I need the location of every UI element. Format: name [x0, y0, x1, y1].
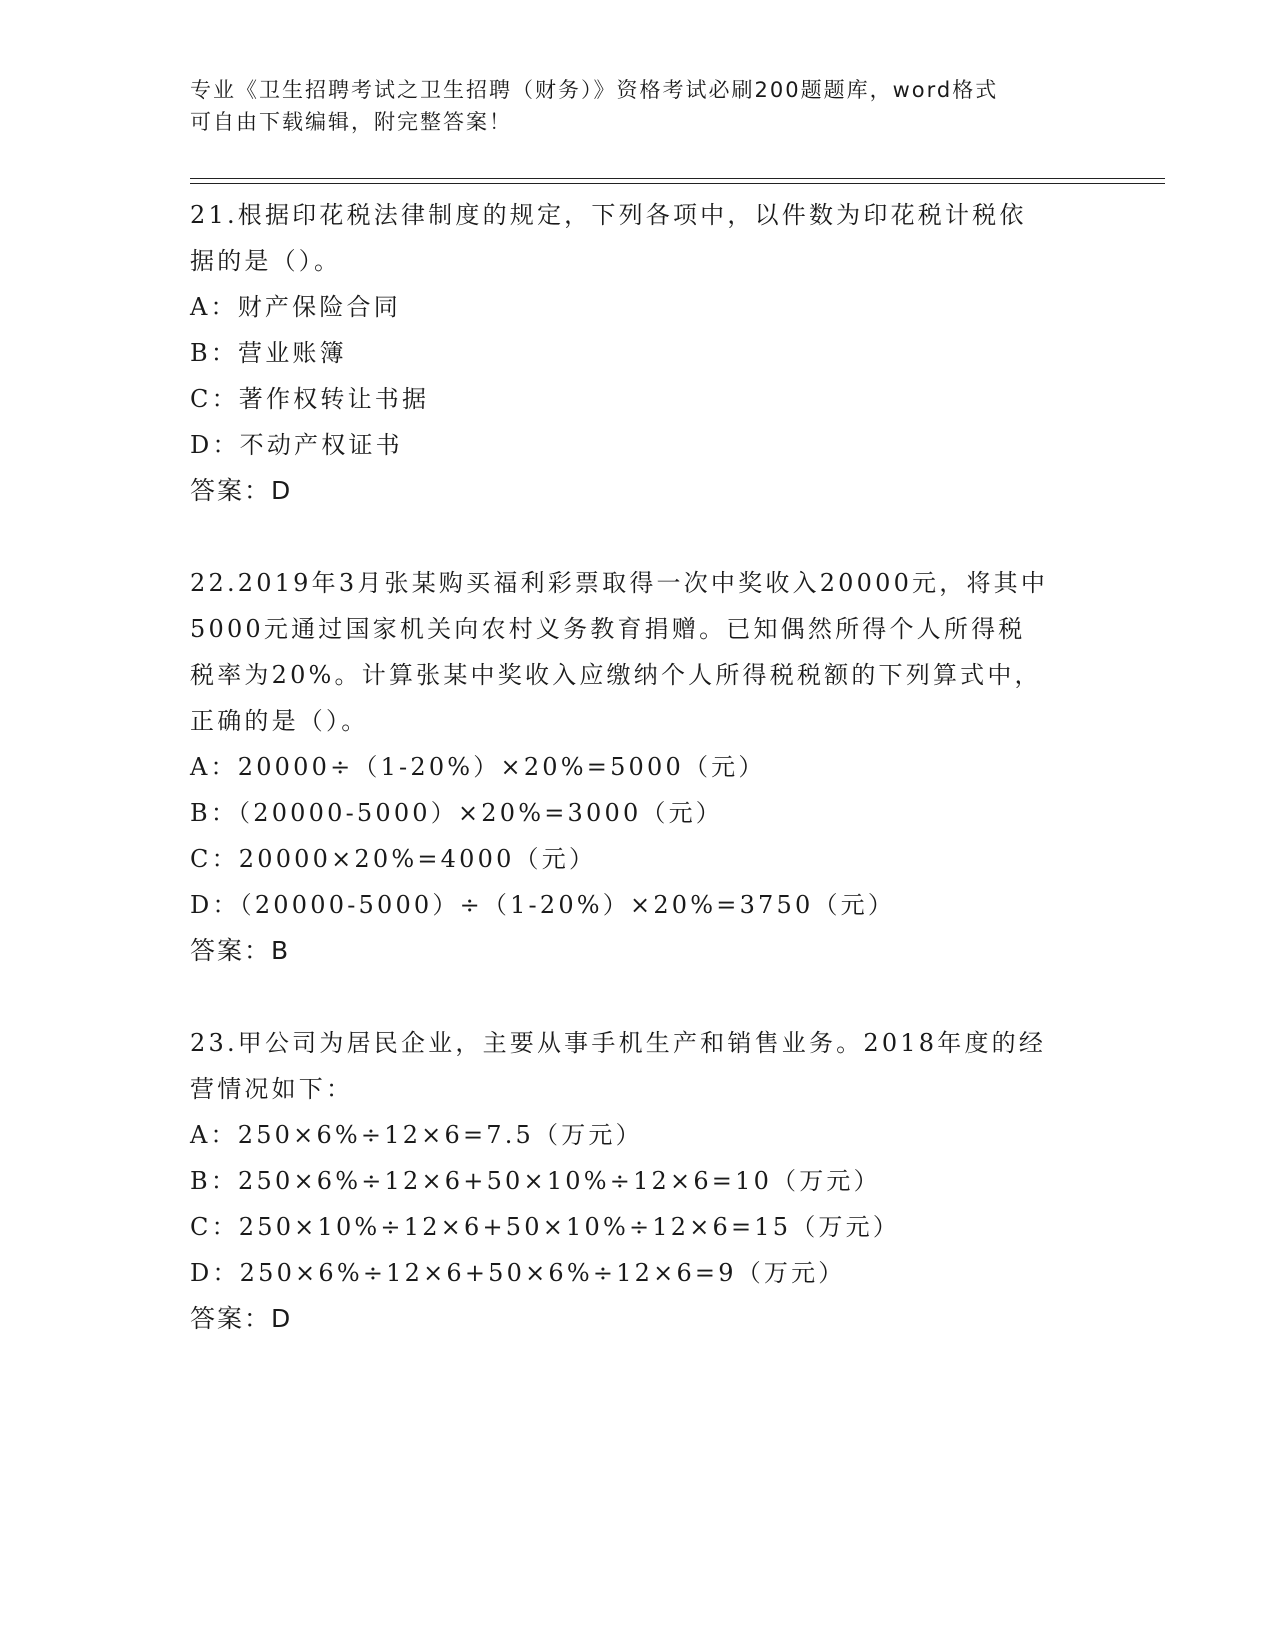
- header-divider-bottom: [190, 183, 1165, 184]
- question-23: [190, 1020, 1090, 1342]
- question-text-line: 正确的是（）。: [190, 707, 369, 735]
- option-c: C：著作权转让书据: [190, 385, 430, 413]
- question-text-line: 21.根据印花税法律制度的规定，下列各项中，以件数为印花税计税依: [190, 201, 1027, 229]
- option-b: B：250×6%÷12×6+50×10%÷12×6=10（万元）: [190, 1167, 881, 1195]
- option-a: A：250×6%÷12×6=7.5（万元）: [190, 1121, 643, 1149]
- option-c: C：250×10%÷12×6+50×10%÷12×6=15（万元）: [190, 1213, 901, 1241]
- question-text-line: 据的是（）。: [190, 247, 342, 275]
- question-22: [190, 560, 1090, 974]
- header-line-2: 可自由下载编辑，附完整答案！: [190, 110, 512, 134]
- header-line-1: 专业《卫生招聘考试之卫生招聘（财务）》资格考试必刷200题题库，word格式: [190, 78, 999, 102]
- question-spacer: [190, 514, 1090, 560]
- option-d: D：250×6%÷12×6+50×6%÷12×6=9（万元）: [190, 1259, 846, 1287]
- answer-line: 答案：D: [190, 476, 293, 505]
- question-text-line: 23.甲公司为居民企业，主要从事手机生产和销售业务。2018年度的经: [190, 1029, 1047, 1057]
- option-b: B：（20000-5000）×20%=3000（元）: [190, 799, 724, 827]
- document-header: [190, 74, 1090, 138]
- header-divider-top: [190, 178, 1165, 179]
- question-text-line: 营情况如下：: [190, 1075, 354, 1103]
- option-d: D：（20000-5000）÷（1-20%）×20%=3750（元）: [190, 891, 896, 919]
- option-a: A：20000÷（1-20%）×20%=5000（元）: [190, 753, 766, 781]
- option-b: B：营业账簿: [190, 339, 347, 367]
- question-text-line: 22.2019年3月张某购买福利彩票取得一次中奖收入20000元，将其中: [190, 569, 1049, 597]
- question-21: [190, 192, 1090, 514]
- question-spacer: [190, 974, 1090, 1020]
- answer-line: 答案：D: [190, 1304, 293, 1333]
- question-text-line: 5000元通过国家机关向农村义务教育捐赠。已知偶然所得个人所得税: [190, 615, 1026, 643]
- answer-line: 答案：B: [190, 936, 291, 965]
- question-text-line: 税率为20%。计算张某中奖收入应缴纳个人所得税税额的下列算式中，: [190, 661, 1042, 689]
- option-d: D：不动产权证书: [190, 431, 403, 459]
- option-a: A：财产保险合同: [190, 293, 401, 321]
- option-c: C：20000×20%=4000（元）: [190, 845, 597, 873]
- question-list: [190, 192, 1090, 1342]
